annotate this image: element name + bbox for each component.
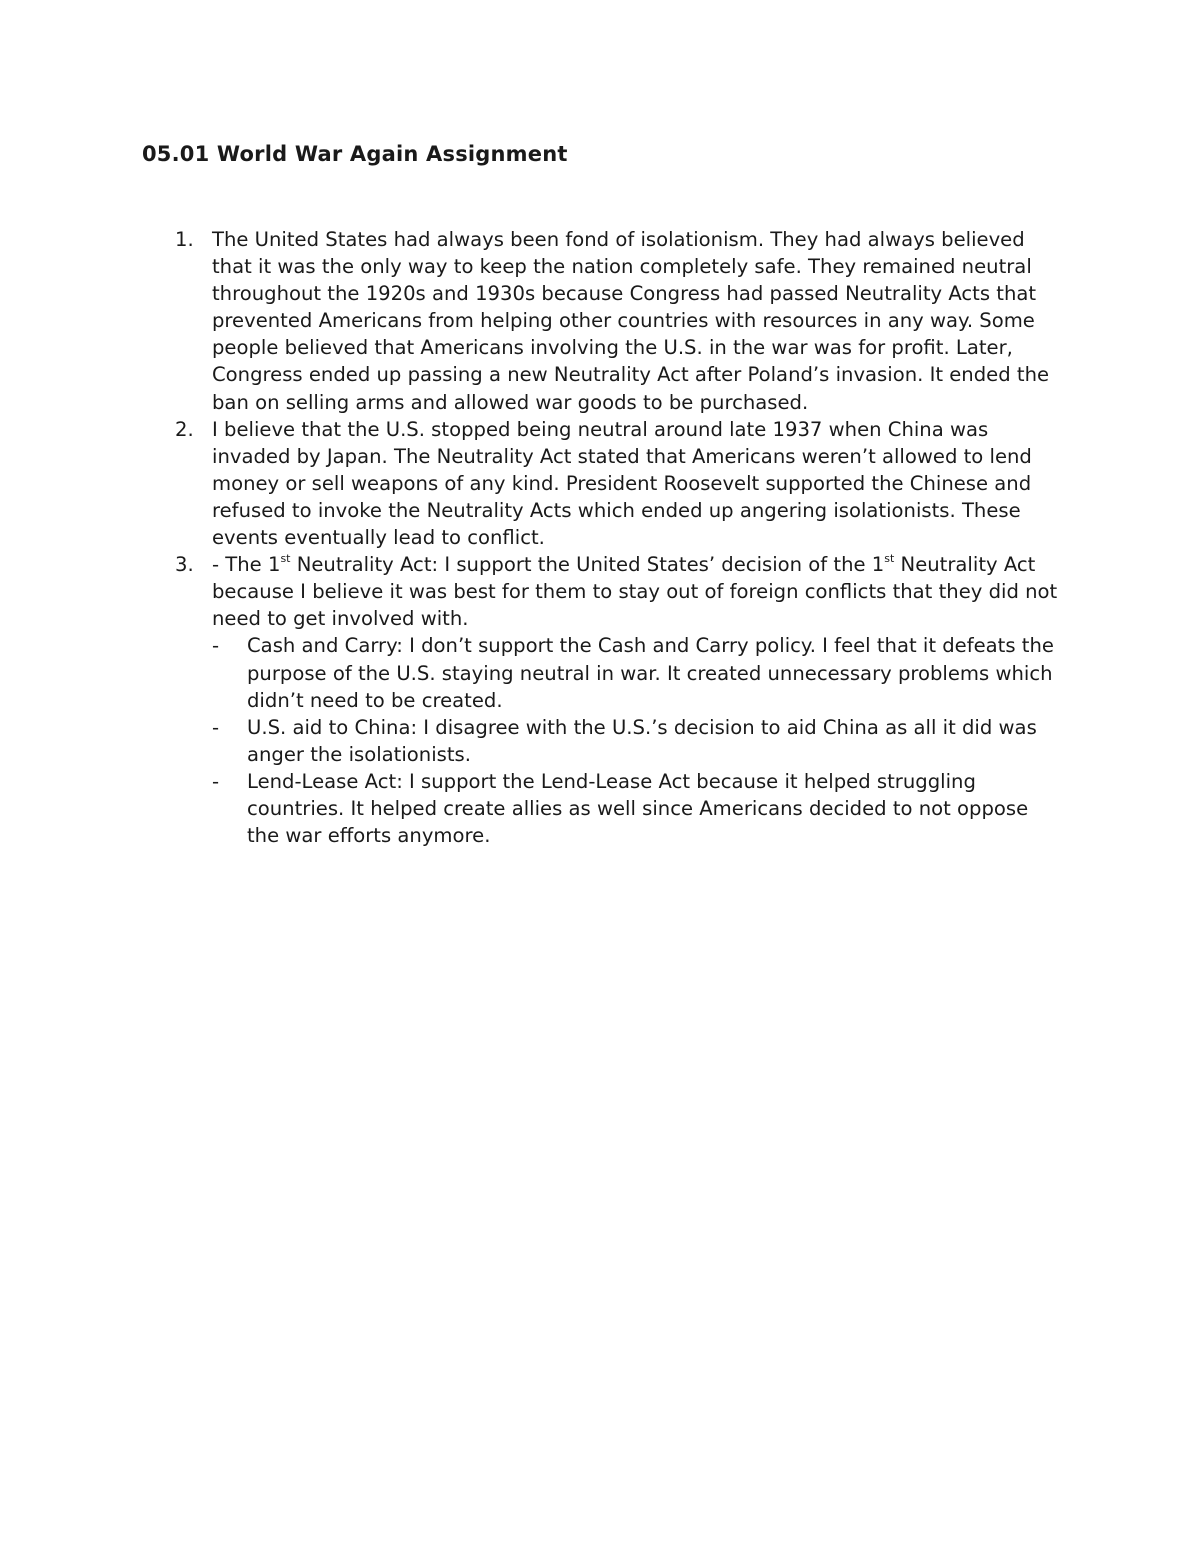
opinion-item-cash-and-carry [212,632,1062,713]
answer-number: 3. [175,553,194,577]
opinion-item-lend-lease [212,768,1062,849]
opinion-text: Lend-Lease Act: I support the Lend-Lease Act because it helped struggling countries. It helped create allies as well since Americans decided to not oppose the war efforts anymore. [247,769,1029,848]
intro-middle: Neutrality Act: I support the United States’ decision of the 1 [290,553,885,577]
ordinal-suffix: st [884,551,895,565]
answer-text: The United States had always been fond of isolationism. They had always believed that it was the only way to keep the nation completely safe. They remained neutral throughout the 1920s and 1930s because Congress had passed Neutrality Acts that prevented Americans from helping other countries with resources in any way. Some people believed that Americans involving the U.S. in the war was for profit. Later, Congress ended up passing a new Neutrality Act after Poland’s invasion. It ended the ban on selling arms and allowed war goods to be purchased. [212,228,1050,414]
answer-number: 1. [175,228,194,251]
answer-intro [212,551,1062,632]
opinion-list [212,632,1062,849]
answer-item-2 [175,416,1062,551]
dash-marker: - [212,769,220,793]
answer-text: I believe that the U.S. stopped being neutral around late 1937 when China was invaded by Japan. The Neutrality Act stated that Americans weren’t allowed to lend money or sell weapons of any kind. President Roosevelt supported the Chinese and refused to invoke the Neutrality Acts which ended up angering isolationists. These events eventually lead to conflict. [212,417,1032,550]
opinion-text: U.S. aid to China: I disagree with the U.S.’s decision to aid China as all it did was anger the isolationists. [247,715,1037,766]
document-title: 05.01 World War Again Assignment [142,142,568,166]
ordinal-suffix: st [280,551,291,565]
intro-suffix: Neutrality Act because I believe it was best for them to stay out of foreign conflicts that they did not need to get involved with. [212,553,1058,631]
answer-number: 2. [175,417,194,441]
answer-item-1 [175,226,1062,416]
answer-item-3 [175,551,1062,849]
opinion-text: Cash and Carry: I don’t support the Cash and Carry policy. I feel that it defeats the purpose of the U.S. staying neutral in war. It created unnecessary problems which didn’t need to be created. [247,634,1054,712]
answer-list [175,226,1062,849]
opinion-item-aid-to-china [212,714,1062,768]
dash-marker: - [212,634,220,658]
dash-marker: - [212,715,220,739]
intro-prefix: - The 1 [212,553,281,577]
